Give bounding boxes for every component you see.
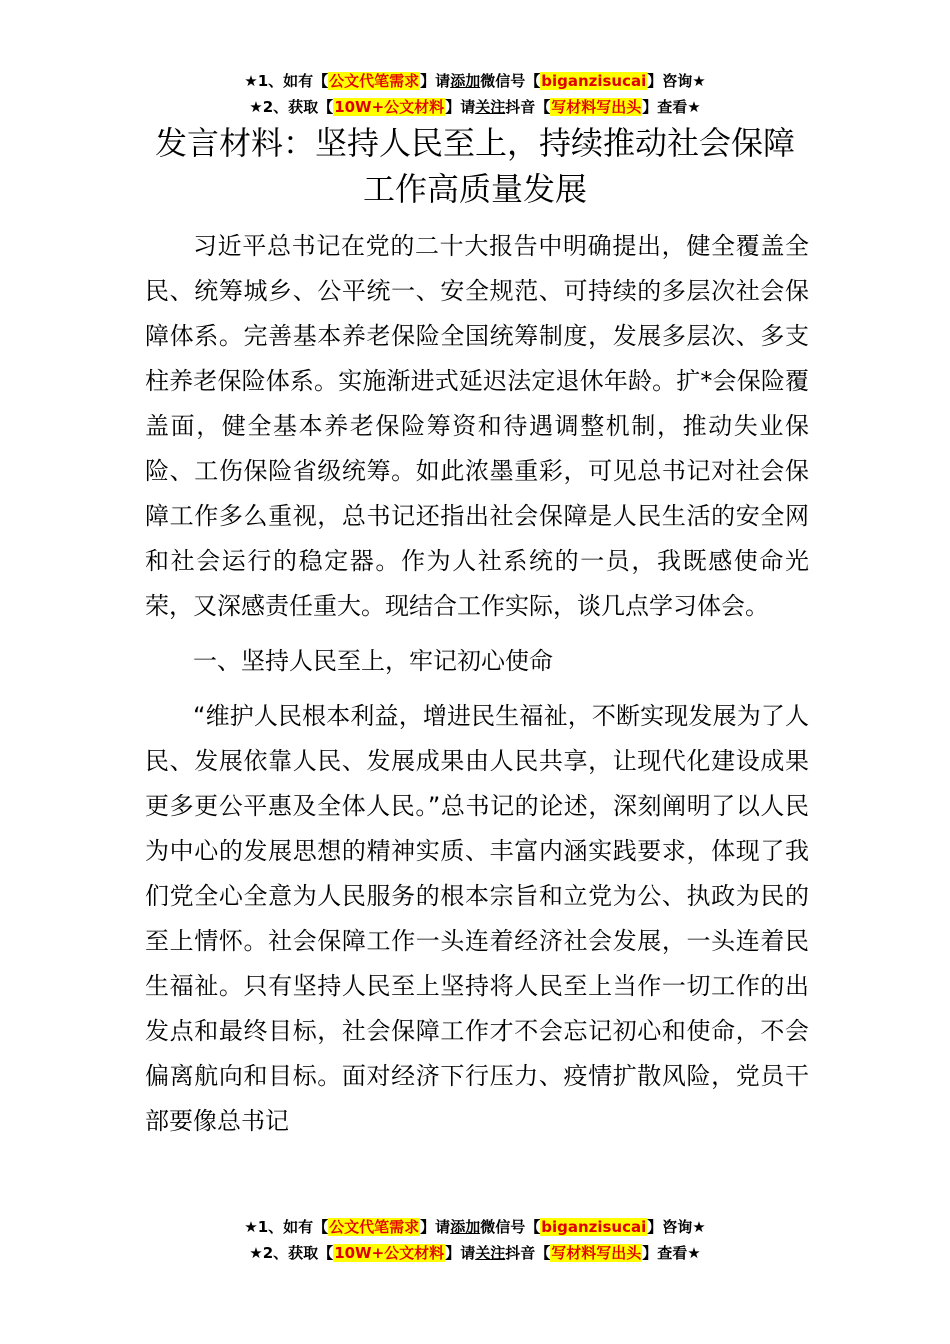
banner-highlight: biganzisucai [541,72,647,90]
header-banner [0,68,950,120]
banner-line-2 [0,94,950,120]
banner-text: ★2、获取【 [249,1244,334,1262]
banner-highlight: 写材料写出头 [551,98,642,116]
banner-underline-text: 添加 [450,72,481,90]
document-title: 发言材料：坚持人民至上，持续推动社会保障工作高质量发展 [154,124,795,208]
banner-text: 】请 [445,1244,476,1262]
banner-text: 微信号【 [480,72,541,90]
banner-underline-text: 关注 [475,98,506,116]
banner-line-1 [0,68,950,94]
banner-text: 】请 [420,72,451,90]
banner-highlight: 10W+公文材料 [334,98,445,116]
banner-text: ★2、获取【 [249,98,334,116]
banner-text: ★1、如有【 [244,72,329,90]
banner-highlight: 公文代笔需求 [329,72,420,90]
banner-underline-text: 添加 [450,1218,481,1236]
banner-text: ★1、如有【 [244,1218,329,1236]
banner-text: 】咨询★ [647,1218,706,1236]
paragraph-intro: 习近平总书记在党的二十大报告中明确提出，健全覆盖全民、统筹城乡、公平统一、安全规范、可持续的多层次社会保障体系。完善基本养老保险全国统筹制度，发展多层次、多支柱养老保险体系。实施渐进式延迟法定退休年龄。扩*会保险覆盖面，健全基本养老保险筹资和待遇调整机制，推动失业保险、工伤保险省级统筹。如此浓墨重彩，可见总书记对社会保障工作多么重视，总书记还指出社会保障是人民生活的安全网和社会运行的稳定器。作为人社系统的一员，我既感使命光荣，又深感责任重大。现结合工作实际，谈几点学习体会。 [145,232,809,620]
banner-underline-text: 关注 [475,1244,506,1262]
banner-line-1 [0,1214,950,1240]
banner-highlight: 公文代笔需求 [329,1218,420,1236]
banner-highlight: 10W+公文材料 [334,1244,445,1262]
banner-text: 】查看★ [642,98,701,116]
section-heading: 一、坚持人民至上，牢记初心使命 [193,647,553,675]
footer-banner [0,1214,950,1266]
banner-text: 微信号【 [480,1218,541,1236]
paragraph-section-1: “维护人民根本利益，增进民生福祉，不断实现发展为了人民、发展依靠人民、发展成果由人民共享，让现代化建设成果更多更公平惠及全体人民。”总书记的论述，深刻阐明了以人民为中心的发展思想的精神实质、丰富内涵实践要求，体现了我们党全心全意为人民服务的根本宗旨和立党为公、执政为民的至上情怀。社会保障工作一头连着经济社会发展，一头连着民生福祉。只有坚持人民至上坚持将人民至上当作一切工作的出发点和最终目标，社会保障工作才不会忘记初心和使命，不会偏离航向和目标。面对经济下行压力、疫情扩散风险，党员干部要像总书记 [145,702,809,1135]
banner-text: 抖音【 [505,1244,551,1262]
banner-line-2 [0,1240,950,1266]
document-body [145,224,809,1154]
banner-highlight: biganzisucai [541,1218,647,1236]
banner-highlight: 写材料写出头 [551,1244,642,1262]
banner-text: 】请 [445,98,476,116]
banner-text: 】咨询★ [647,72,706,90]
banner-text: 】查看★ [642,1244,701,1262]
banner-text: 】请 [420,1218,451,1236]
banner-text: 抖音【 [505,98,551,116]
